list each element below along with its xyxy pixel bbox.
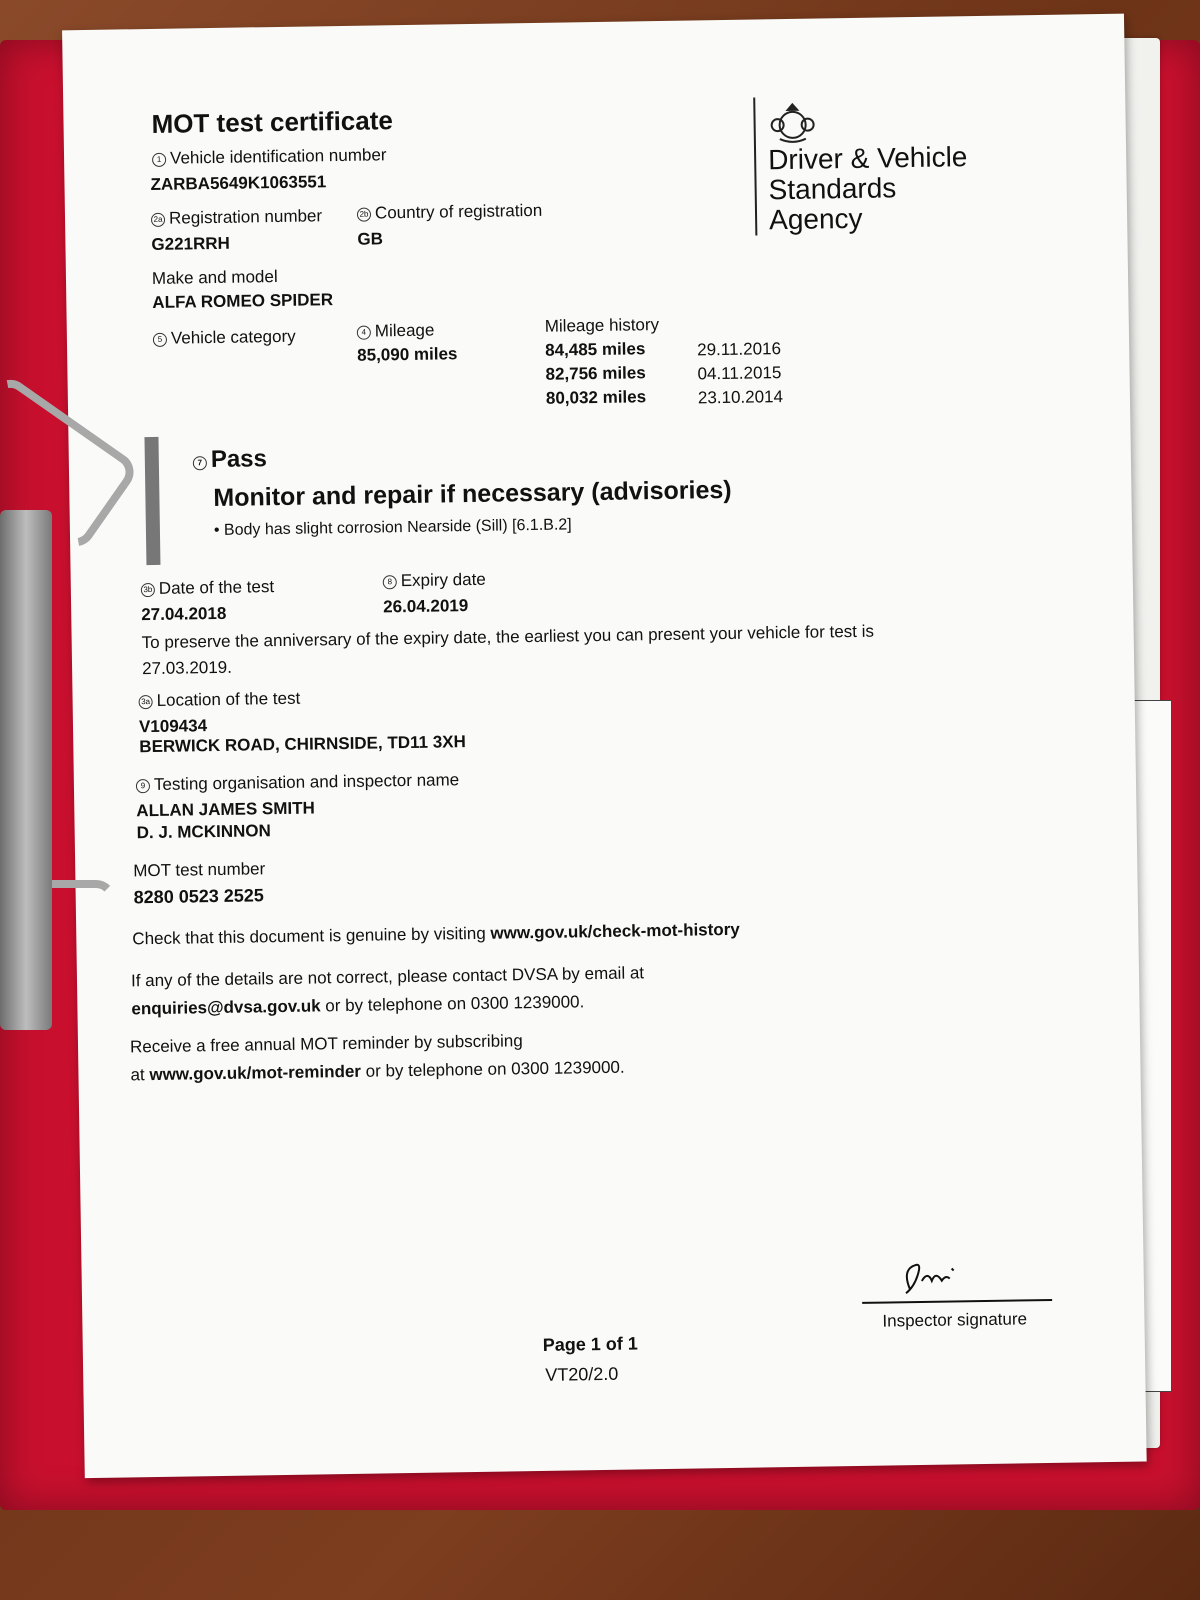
signature-line	[862, 1299, 1052, 1304]
check-mot-history-link[interactable]: www.gov.uk/check-mot-history	[490, 919, 740, 943]
mileage-history-date: 23.10.2014	[697, 387, 784, 408]
genuine-check-text: Check that this document is genuine by visiting www.gov.uk/check-mot-history	[132, 919, 740, 949]
test-date-value: 27.04.2018	[141, 603, 227, 625]
inspector-signature-mark	[891, 1258, 982, 1299]
test-date-label: 3b Date of the test	[141, 577, 275, 599]
form-code: VT20/2.0	[545, 1363, 619, 1385]
expiry-date-label: 8 Expiry date	[383, 570, 486, 592]
agency-line: Standards	[768, 172, 897, 206]
vin-value: ZARBA5649K1063551	[150, 172, 327, 194]
reminder-text: Receive a free annual MOT reminder by subscribing at www.gov.uk/mot-reminder or by telephone on 0300 1239000.	[129, 1031, 625, 1085]
mileage-value: 85,090 miles	[357, 344, 458, 365]
location-address: BERWICK ROAD, CHIRNSIDE, TD11 3XH	[139, 732, 466, 757]
expiry-date-value: 26.04.2019	[383, 596, 469, 617]
vehicle-category-label: 5 Vehicle category	[153, 327, 296, 349]
mot-reminder-link[interactable]: www.gov.uk/mot-reminder	[149, 1061, 362, 1085]
field-number-badge: 7	[193, 456, 207, 470]
registration-label: 2a Registration number	[151, 206, 322, 229]
field-number-badge: 2b	[357, 208, 371, 222]
result-status: 7 Pass	[193, 445, 267, 474]
page-number: Page 1 of 1	[542, 1333, 638, 1355]
mileage-history-miles: 84,485 miles	[545, 339, 646, 360]
inspector-name: D. J. MCKINNON	[136, 821, 271, 843]
test-number-label: MOT test number	[133, 859, 266, 881]
binder-mechanism	[0, 510, 52, 1030]
anniversary-note: To preserve the anniversary of the expiry date, the earliest you can present your vehicle for test is 27.03.2019.	[141, 621, 875, 679]
field-number-badge: 8	[383, 575, 397, 589]
certificate-title: MOT test certificate	[151, 105, 394, 139]
mileage-label: 4 Mileage	[357, 321, 435, 342]
mot-certificate-page	[62, 14, 1147, 1479]
dvsa-email-link[interactable]: enquiries@dvsa.gov.uk	[131, 996, 321, 1019]
contact-text: If any of the details are not correct, please contact DVSA by email at enquiries@dvsa.gov.uk or by telephone on 0300 1239000.	[130, 963, 645, 1019]
organisation-label: 9 Testing organisation and inspector name	[136, 770, 460, 795]
inspector-signature-label: Inspector signature	[882, 1309, 1028, 1331]
vin-label: 1 Vehicle identification number	[152, 145, 387, 169]
mileage-history-miles: 82,756 miles	[545, 363, 646, 384]
field-number-badge: 3b	[141, 583, 155, 597]
logo-divider	[753, 97, 757, 235]
mileage-history-date: 29.11.2016	[697, 339, 782, 360]
advisory-item: • Body has slight corrosion Nearside (Sill) [6.1.B.2]	[213, 516, 572, 540]
test-number-value: 8280 0523 2525	[133, 885, 264, 908]
agency-line: Agency	[768, 202, 863, 236]
field-number-badge: 4	[357, 326, 371, 340]
dvsa-logo-text	[768, 142, 969, 235]
country-value: GB	[357, 229, 384, 249]
make-model-label: Make and model	[151, 266, 278, 288]
result-bar	[144, 437, 160, 565]
field-number-badge: 9	[136, 779, 150, 793]
field-number-badge: 3a	[139, 695, 153, 709]
field-number-badge: 2a	[151, 213, 165, 227]
registration-value: G221RRH	[151, 233, 231, 254]
result-heading: Monitor and repair if necessary (advisories)	[213, 475, 732, 513]
mileage-history-label: Mileage history	[544, 315, 660, 336]
royal-crest-icon	[767, 98, 818, 145]
field-number-badge: 5	[153, 333, 167, 347]
location-label: 3a Location of the test	[138, 689, 300, 712]
agency-line: Driver & Vehicle	[767, 141, 968, 176]
location-code: V109434	[138, 716, 208, 737]
country-label: 2b Country of registration	[357, 201, 543, 224]
field-number-badge: 1	[152, 153, 166, 167]
mileage-history-miles: 80,032 miles	[545, 387, 647, 408]
make-model-value: ALFA ROMEO SPIDER	[152, 290, 334, 312]
mileage-history-date: 04.11.2015	[697, 363, 782, 384]
organisation-name: ALLAN JAMES SMITH	[136, 798, 315, 821]
